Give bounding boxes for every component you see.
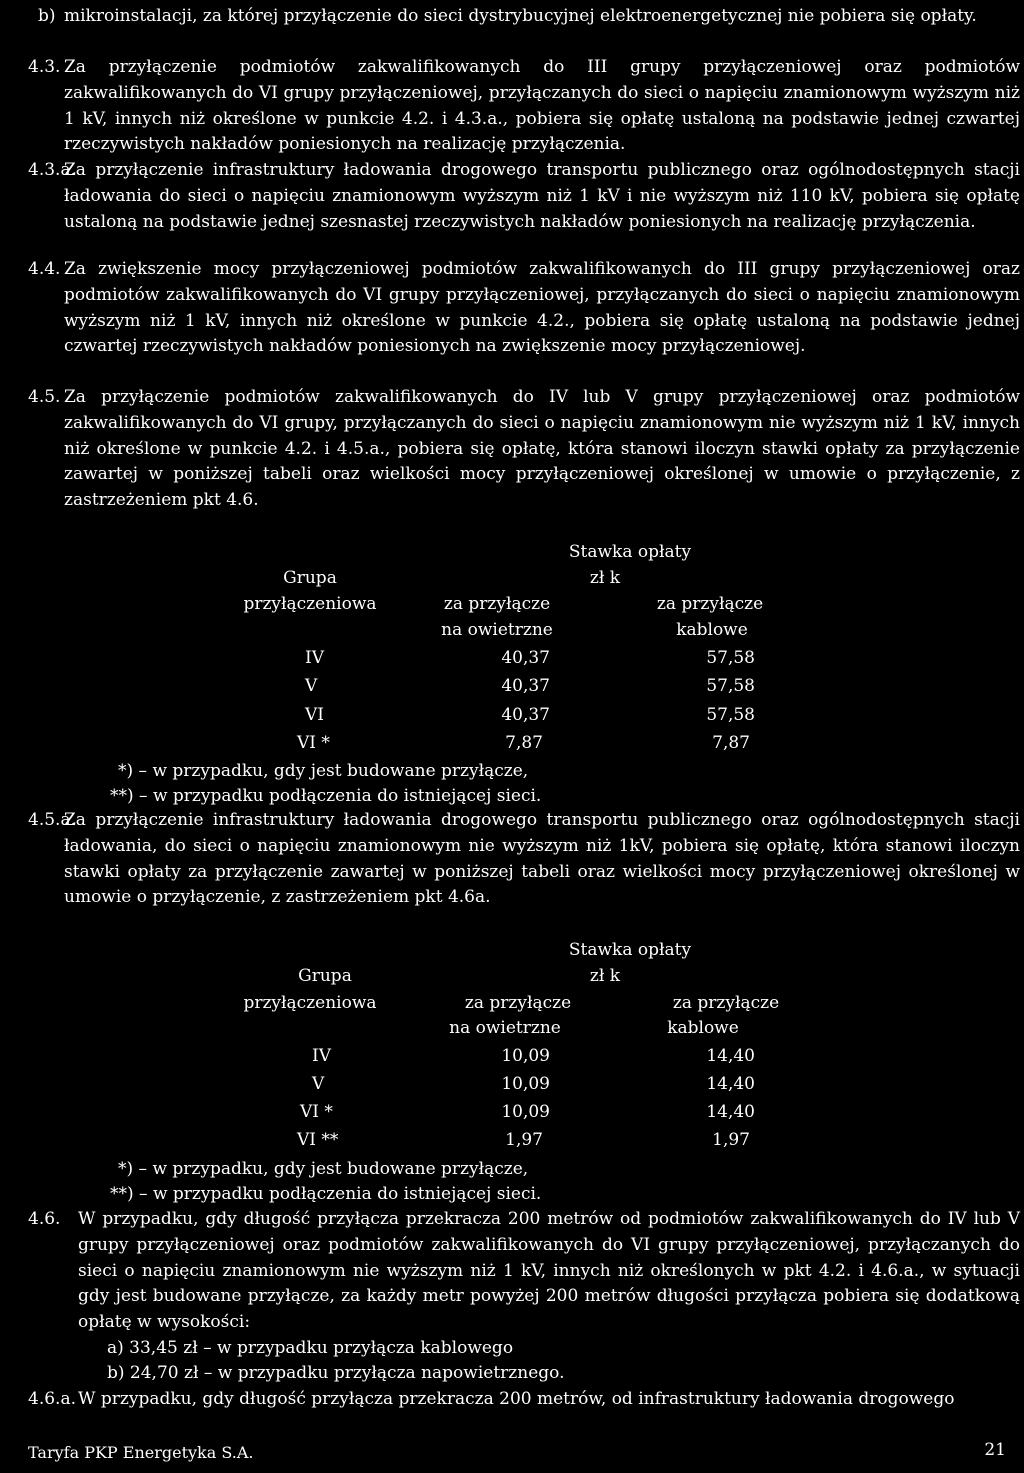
paragraph-number: 4.6.a. [28,1389,76,1409]
paragraph-text: Za przyłączenie infrastruktury ładowania drogowego transportu publicznego oraz ogólnodostępnych stacji ładowania, do sieci o napięciu znamionowym nie wyższym niż 1kV, pobiera się opłatę, która stanowi iloczyn stawki opłaty za przyłączenie zawartej w poniższej tabeli oraz wielkości mocy przyłączeniowej określonej w umowie o przyłączenie, z zastrzeżeniem pkt 4.6a. [64,810,1020,908]
paragraph-b [28,4,1020,30]
item-label: b) [38,6,56,26]
table-cell-group: V [305,676,318,696]
table-header-stawka: Stawka opłaty [568,542,692,562]
table-cell-cable: 57,58 [706,705,755,725]
paragraph-4-6 [28,1207,1020,1336]
paragraph-number: 4.4. [28,259,61,279]
table-cell-group: IV [305,648,324,668]
footer-title: Taryfa PKP Energetyka S.A. [28,1443,254,1462]
page-number: 21 [984,1440,1006,1460]
table-header-col2-line2: kablowe [676,620,748,640]
table-cell-group: IV [312,1046,331,1066]
list-item-b: b) 24,70 zł – w przypadku przyłącza napowietrznego. [107,1363,565,1383]
paragraph-text: Za przyłączenie podmiotów zakwalifikowanych do IV lub V grupy przyłączeniowej oraz podmiotów zakwalifikowanych do VI grupy, przyłączanych do sieci o napięciu znamionowym nie wyższym niż 1 kV, innych niż określone w punkcie 4.2. i 4.5.a., pobiera się opłatę, która stanowi iloczyn stawki opłaty za przyłączenie zawartej w poniższej tabeli oraz wielkości mocy przyłączeniowej określonej w umowie o przyłączenie, z zastrzeżeniem pkt 4.6. [64,387,1020,511]
table-header-unit: zł k [589,966,621,986]
table-header-col2-line2: kablowe [667,1018,739,1038]
table-footnote-1: *) – w przypadku, gdy jest budowane przyłącze, [118,1159,529,1179]
table-header-col1-line2: na owietrzne [441,620,553,640]
table-header-col2: za przyłącze [672,993,780,1013]
paragraph-number: 4.5.a. [28,810,76,830]
table-cell-cable: 1,97 [712,1130,750,1150]
table-cell-cable: 57,58 [706,676,755,696]
paragraph-4-4 [28,257,1020,360]
table-cell-overhead: 7,87 [505,733,543,753]
table-header-col1-line2: na owietrzne [449,1018,561,1038]
table-cell-cable: 57,58 [706,648,755,668]
table-cell-cable: 14,40 [706,1102,755,1122]
table-cell-overhead: 40,37 [501,676,550,696]
table-cell-group: VI * [297,733,330,753]
table-footnote-2: **) – w przypadku podłączenia do istniejącej sieci. [110,1184,542,1204]
paragraph-number: 4.5. [28,387,61,407]
table-header-przylaczeniowa: przyłączeniowa [243,993,377,1013]
paragraph-number: 4.6. [28,1209,61,1229]
table-cell-overhead: 1,97 [505,1130,543,1150]
table-header-stawka: Stawka opłaty [568,940,692,960]
paragraph-text: Za zwiększenie mocy przyłączeniowej podmiotów zakwalifikowanych do III grupy przyłączeniowej oraz podmiotów zakwalifikowanych do VI grupy przyłączeniowej, przyłączanych do sieci o napięciu znamionowym wyższym niż 1 kV, innych niż określone w punkcie 4.2., pobiera się opłatę ustaloną na podstawie jednej czwartej rzeczywistych nakładów poniesionych na zwiększenie mocy przyłączeniowej. [64,259,1020,357]
table-cell-overhead: 10,09 [501,1074,550,1094]
paragraph-number: 4.3. [28,57,61,77]
table-cell-overhead: 40,37 [501,648,550,668]
table-header-grupa: Grupa [283,568,337,588]
table-header-przylaczeniowa: przyłączeniowa [243,594,377,614]
table-cell-cable: 14,40 [706,1074,755,1094]
paragraph-4-5 [28,385,1020,514]
table-header-col1: za przyłącze [443,594,551,614]
table-cell-overhead: 40,37 [501,705,550,725]
paragraph-text: Za przyłączenie podmiotów zakwalifikowanych do III grupy przyłączeniowej oraz podmiotów zakwalifikowanych do VI grupy przyłączeniowej, przyłączanych do sieci o napięciu znamionowym wyższym niż 1 kV, innych niż określone w punkcie 4.2. i 4.3.a., pobiera się opłatę ustaloną na podstawie jednej czwartej rzeczywistych nakładów poniesionych na realizację przyłączenia. [64,57,1020,155]
table-cell-overhead: 10,09 [501,1102,550,1122]
table-cell-group: VI * [300,1102,333,1122]
paragraph-4-5-a [28,808,1020,911]
table-cell-overhead: 10,09 [501,1046,550,1066]
paragraph-number: 4.3.a. [28,160,76,180]
table-footnote-1: *) – w przypadku, gdy jest budowane przyłącze, [118,761,529,781]
paragraph-text: Za przyłączenie infrastruktury ładowania drogowego transportu publicznego oraz ogólnodostępnych stacji ładowania do sieci o napięciu znamionowym wyższym niż 1 kV i nie wyższym niż 110 kV, pobiera się opłatę ustaloną na podstawie jednej szesnastej rzeczywistych nakładów poniesionych na realizację przyłączenia. [64,160,1020,232]
table-header-col2: za przyłącze [656,594,764,614]
table-cell-cable: 14,40 [706,1046,755,1066]
table-header-col1: za przyłącze [464,993,572,1013]
table-header-unit: zł k [589,568,621,588]
list-item-a: a) 33,45 zł – w przypadku przyłącza kablowego [107,1338,514,1358]
table-cell-group: VI ** [297,1130,339,1150]
paragraph-4-3-a [28,158,1020,235]
table-cell-cable: 7,87 [712,733,750,753]
table-header-grupa: Grupa [298,966,352,986]
table-footnote-2: **) – w przypadku podłączenia do istniejącej sieci. [110,786,542,806]
paragraph-text: W przypadku, gdy długość przyłącza przekracza 200 metrów, od infrastruktury ładowania drogowego [78,1389,955,1409]
paragraph-4-6-a [28,1387,1020,1413]
table-cell-group: VI [305,705,324,725]
item-text: mikroinstalacji, za której przyłączenie do sieci dystrybucyjnej elektroenergetycznej nie pobiera się opłaty. [64,6,977,26]
paragraph-4-3 [28,55,1020,158]
paragraph-text: W przypadku, gdy długość przyłącza przekracza 200 metrów od podmiotów zakwalifikowanych do IV lub V grupy przyłączeniowej oraz podmiotów zakwalifikowanych do VI grupy przyłączeniowej, przyłączanych do sieci o napięciu znamionowym nie wyższym niż 1 kV, innych niż określonych w pkt 4.2. i 4.6.a., w sytuacji gdy jest budowane przyłącze, za każdy metr powyżej 200 metrów długości przyłącza pobiera się dodatkową opłatę w wysokości: [78,1209,1020,1333]
table-cell-group: V [312,1074,325,1094]
